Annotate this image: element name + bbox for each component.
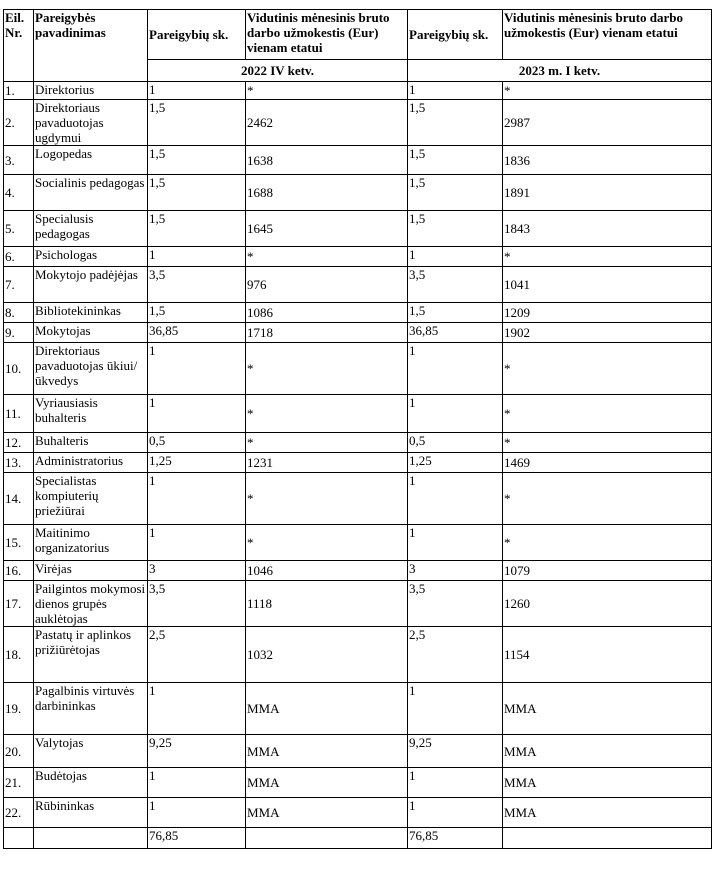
row-count-2023: 1 xyxy=(408,683,503,735)
row-position-name: Direktoriaus pavaduotojas ūkiui/ūkvedys xyxy=(34,343,148,395)
row-count-2022: 3 xyxy=(148,561,246,581)
row-salary-2022: 1688 xyxy=(246,175,408,211)
row-salary-2022: 1638 xyxy=(246,146,408,175)
row-count-2023: 2,5 xyxy=(408,627,503,683)
row-salary-2022: 2462 xyxy=(246,100,408,146)
row-count-2022: 1 xyxy=(148,82,246,100)
row-nr: 4. xyxy=(4,175,34,211)
row-position-name: Direktorius xyxy=(34,82,148,100)
table-row xyxy=(4,798,712,828)
row-nr: 3. xyxy=(4,146,34,175)
row-nr: 19. xyxy=(4,683,34,735)
row-salary-2023: 1836 xyxy=(503,146,712,175)
row-count-2022: 1 xyxy=(148,247,246,267)
row-salary-2022: * xyxy=(246,343,408,395)
row-count-2023: 1,5 xyxy=(408,175,503,211)
table-row xyxy=(4,247,712,267)
row-salary-2022: 1718 xyxy=(246,323,408,343)
header-salary-1: Vidutinis mėnesinis bruto darbo užmokestis (Eur) vienam etatui xyxy=(246,10,408,60)
row-count-2023: 1 xyxy=(408,343,503,395)
row-count-2023: 1 xyxy=(408,395,503,433)
row-nr: 6. xyxy=(4,247,34,267)
row-salary-2022: MMA xyxy=(246,683,408,735)
row-position-name: Psichologas xyxy=(34,247,148,267)
row-salary-2023: 1260 xyxy=(503,581,712,627)
row-position-name: Pailgintos mokymosi dienos grupės auklėtojas xyxy=(34,581,148,627)
row-salary-2022: MMA xyxy=(246,735,408,768)
row-count-2022: 1 xyxy=(148,798,246,828)
header-row xyxy=(4,10,712,60)
row-position-name: Maitinimo organizatorius xyxy=(34,525,148,561)
table-row xyxy=(4,473,712,525)
table-row xyxy=(4,525,712,561)
totals-salary-1 xyxy=(246,828,408,849)
row-count-2023: 1,5 xyxy=(408,146,503,175)
totals-count-1: 76,85 xyxy=(148,828,246,849)
row-count-2023: 1,5 xyxy=(408,303,503,323)
header-period-2: 2023 m. I ketv. xyxy=(408,60,712,82)
row-salary-2023: * xyxy=(503,247,712,267)
row-count-2022: 1 xyxy=(148,395,246,433)
row-count-2023: 1 xyxy=(408,473,503,525)
row-position-name: Valytojas xyxy=(34,735,148,768)
row-salary-2022: 1118 xyxy=(246,581,408,627)
row-position-name: Vyriausiasis buhalteris xyxy=(34,395,148,433)
row-nr: 5. xyxy=(4,211,34,247)
row-position-name: Logopedas xyxy=(34,146,148,175)
row-count-2023: 9,25 xyxy=(408,735,503,768)
row-position-name: Rūbininkas xyxy=(34,798,148,828)
table-row xyxy=(4,735,712,768)
row-count-2022: 1,5 xyxy=(148,146,246,175)
row-count-2022: 1,5 xyxy=(148,100,246,146)
row-nr: 11. xyxy=(4,395,34,433)
row-nr: 21. xyxy=(4,768,34,798)
row-salary-2022: * xyxy=(246,525,408,561)
header-salary-2: Vidutinis mėnesinis bruto darbo užmokestis (Eur) vienam etatui xyxy=(503,10,712,60)
row-salary-2023: 1041 xyxy=(503,267,712,303)
row-nr: 9. xyxy=(4,323,34,343)
row-salary-2023: * xyxy=(503,395,712,433)
table-row xyxy=(4,768,712,798)
table-row xyxy=(4,581,712,627)
row-count-2022: 1 xyxy=(148,343,246,395)
row-count-2022: 1 xyxy=(148,768,246,798)
totals-salary-2 xyxy=(503,828,712,849)
row-position-name: Buhalteris xyxy=(34,433,148,453)
row-count-2022: 0,5 xyxy=(148,433,246,453)
row-position-name: Mokytojo padėjėjas xyxy=(34,267,148,303)
row-position-name: Pagalbinis virtuvės darbininkas xyxy=(34,683,148,735)
row-salary-2022: * xyxy=(246,473,408,525)
row-salary-2023: MMA xyxy=(503,798,712,828)
row-count-2023: 1 xyxy=(408,525,503,561)
row-count-2022: 2,5 xyxy=(148,627,246,683)
row-nr: 20. xyxy=(4,735,34,768)
table-row xyxy=(4,82,712,100)
row-salary-2023: 1079 xyxy=(503,561,712,581)
totals-label xyxy=(34,828,148,849)
row-salary-2023: MMA xyxy=(503,683,712,735)
table-row xyxy=(4,100,712,146)
row-salary-2022: * xyxy=(246,247,408,267)
row-position-name: Administratorius xyxy=(34,453,148,473)
totals-nr xyxy=(4,828,34,849)
row-salary-2023: * xyxy=(503,433,712,453)
row-position-name: Specialusis pedagogas xyxy=(34,211,148,247)
row-nr: 2. xyxy=(4,100,34,146)
row-position-name: Direktoriaus pavaduotojas ugdymui xyxy=(34,100,148,146)
row-salary-2023: 1902 xyxy=(503,323,712,343)
row-salary-2023: * xyxy=(503,82,712,100)
row-salary-2023: MMA xyxy=(503,735,712,768)
row-count-2022: 9,25 xyxy=(148,735,246,768)
row-salary-2022: * xyxy=(246,395,408,433)
row-nr: 1. xyxy=(4,82,34,100)
header-position: Pareigybės pavadinimas xyxy=(34,10,148,82)
row-nr: 13. xyxy=(4,453,34,473)
totals-row xyxy=(4,828,712,849)
header-count-1: Pareigybių sk. xyxy=(148,10,246,60)
table-row xyxy=(4,146,712,175)
header-count-2: Pareigybių sk. xyxy=(408,10,503,60)
row-count-2023: 36,85 xyxy=(408,323,503,343)
row-salary-2022: 1645 xyxy=(246,211,408,247)
row-salary-2023: 1154 xyxy=(503,627,712,683)
row-count-2023: 3,5 xyxy=(408,581,503,627)
row-nr: 17. xyxy=(4,581,34,627)
row-nr: 12. xyxy=(4,433,34,453)
table-row xyxy=(4,561,712,581)
row-nr: 14. xyxy=(4,473,34,525)
row-count-2022: 3,5 xyxy=(148,267,246,303)
row-count-2022: 1,5 xyxy=(148,211,246,247)
row-count-2023: 1,5 xyxy=(408,211,503,247)
row-salary-2023: 1843 xyxy=(503,211,712,247)
row-count-2023: 3 xyxy=(408,561,503,581)
row-count-2022: 1,5 xyxy=(148,303,246,323)
row-nr: 7. xyxy=(4,267,34,303)
table-body xyxy=(4,82,712,828)
row-salary-2023: * xyxy=(503,473,712,525)
row-count-2022: 1 xyxy=(148,473,246,525)
row-count-2023: 3,5 xyxy=(408,267,503,303)
row-position-name: Virėjas xyxy=(34,561,148,581)
row-salary-2022: 1086 xyxy=(246,303,408,323)
row-salary-2022: MMA xyxy=(246,798,408,828)
row-count-2023: 1 xyxy=(408,82,503,100)
row-nr: 15. xyxy=(4,525,34,561)
header-nr: Eil. Nr. xyxy=(4,10,34,82)
row-count-2022: 1 xyxy=(148,525,246,561)
row-count-2023: 1,5 xyxy=(408,100,503,146)
row-salary-2023: MMA xyxy=(503,768,712,798)
row-position-name: Pastatų ir aplinkos prižiūrėtojas xyxy=(34,627,148,683)
salary-table xyxy=(3,9,712,849)
table-row xyxy=(4,303,712,323)
table-row xyxy=(4,323,712,343)
row-salary-2023: * xyxy=(503,343,712,395)
row-count-2023: 1,25 xyxy=(408,453,503,473)
totals-count-2: 76,85 xyxy=(408,828,503,849)
row-salary-2023: 2987 xyxy=(503,100,712,146)
table-row xyxy=(4,453,712,473)
row-salary-2022: 976 xyxy=(246,267,408,303)
row-position-name: Budėtojas xyxy=(34,768,148,798)
row-nr: 18. xyxy=(4,627,34,683)
row-count-2022: 1,25 xyxy=(148,453,246,473)
row-count-2022: 1,5 xyxy=(148,175,246,211)
row-salary-2022: * xyxy=(246,433,408,453)
table-row xyxy=(4,433,712,453)
row-position-name: Socialinis pedagogas xyxy=(34,175,148,211)
row-count-2023: 1 xyxy=(408,798,503,828)
row-count-2022: 1 xyxy=(148,683,246,735)
row-position-name: Bibliotekininkas xyxy=(34,303,148,323)
row-salary-2022: 1032 xyxy=(246,627,408,683)
row-position-name: Mokytojas xyxy=(34,323,148,343)
row-count-2023: 1 xyxy=(408,247,503,267)
row-nr: 22. xyxy=(4,798,34,828)
header-period-1: 2022 IV ketv. xyxy=(148,60,408,82)
row-count-2023: 1 xyxy=(408,768,503,798)
row-salary-2022: MMA xyxy=(246,768,408,798)
row-salary-2022: 1046 xyxy=(246,561,408,581)
row-nr: 8. xyxy=(4,303,34,323)
row-salary-2023: 1469 xyxy=(503,453,712,473)
table-row xyxy=(4,395,712,433)
row-nr: 16. xyxy=(4,561,34,581)
table-row xyxy=(4,343,712,395)
row-count-2022: 36,85 xyxy=(148,323,246,343)
table-row xyxy=(4,211,712,247)
table-row xyxy=(4,175,712,211)
row-salary-2023: * xyxy=(503,525,712,561)
table-row xyxy=(4,627,712,683)
row-count-2022: 3,5 xyxy=(148,581,246,627)
row-salary-2022: * xyxy=(246,82,408,100)
row-nr: 10. xyxy=(4,343,34,395)
table-row xyxy=(4,683,712,735)
row-salary-2023: 1891 xyxy=(503,175,712,211)
row-count-2023: 0,5 xyxy=(408,433,503,453)
table-row xyxy=(4,267,712,303)
row-position-name: Specialistas kompiuterių priežiūrai xyxy=(34,473,148,525)
row-salary-2022: 1231 xyxy=(246,453,408,473)
row-salary-2023: 1209 xyxy=(503,303,712,323)
